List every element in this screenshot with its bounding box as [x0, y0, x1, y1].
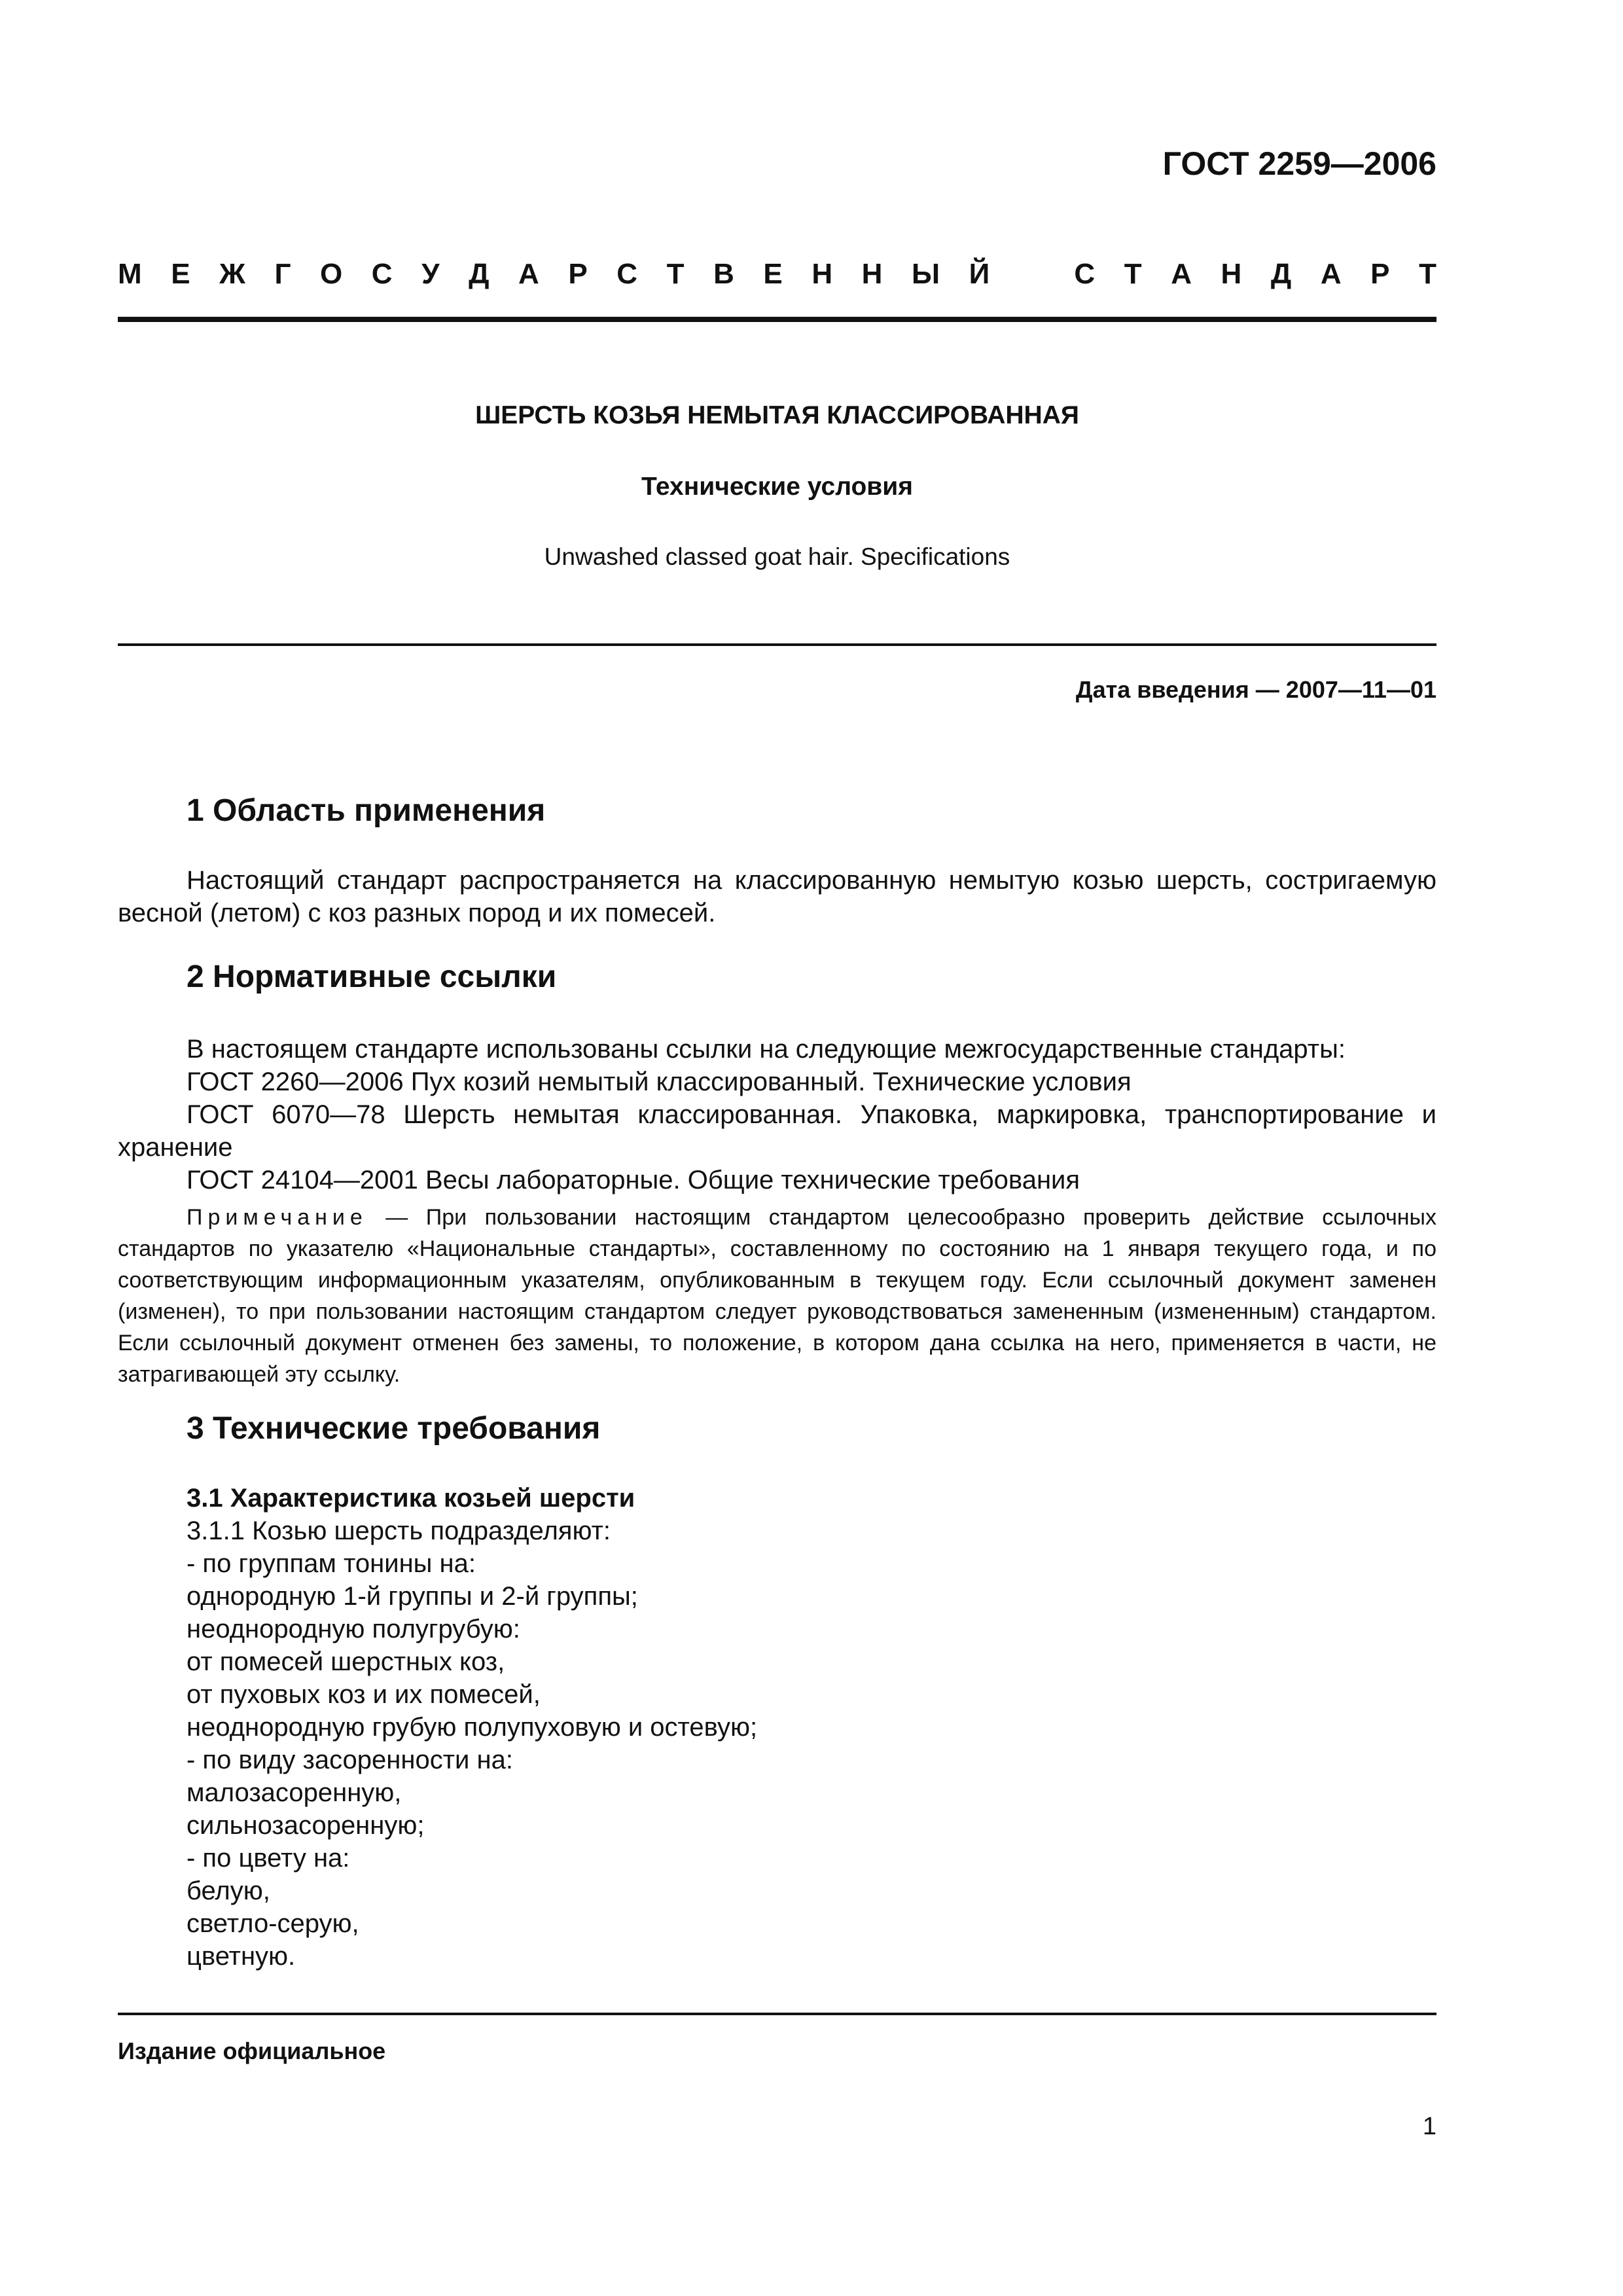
banner-letter: Т [666, 258, 685, 290]
banner-letter: Н [812, 258, 833, 290]
standard-banner [118, 258, 1436, 291]
banner-letter: Ы [912, 258, 940, 290]
banner-letter: С [371, 258, 393, 290]
banner-letter: Н [861, 258, 883, 290]
banner-letter: А [1171, 258, 1192, 290]
footer-rule [118, 2013, 1436, 2015]
banner-letter: Е [763, 258, 783, 290]
subsection-3-1-heading: 3.1 Характеристика козьей шерсти [187, 1484, 635, 1513]
banner-letter: Т [1419, 258, 1436, 290]
references-note [118, 1202, 1436, 1390]
note-text: — При пользовании настоящим стандартом целесообразно проверить действие ссылочных стандартов по указателю «Национальные стандарты», составленному по состоянию на 1 января текущего года, и по соответствующим информационным указателям, опубликованным в текущем году. Если ссылочный документ заменен (изменен), то при пользовании настоящим стандартом следует руководствоваться замененным (измененным) стандартом. Если ссылочный документ отменен без замены, то положение, в котором дана ссылка на него, применяется в части, не затрагивающей эту ссылку. [118, 1205, 1436, 1387]
banner-letter: С [616, 258, 638, 290]
english-title: Unwashed classed goat hair. Specifications [544, 543, 1010, 570]
banner-letter: Р [568, 258, 588, 290]
list-item: белую, [187, 1876, 270, 1905]
introduction-date: Дата введения — 2007—11—01 [1075, 676, 1436, 703]
banner-letter: У [421, 258, 440, 290]
official-edition-label: Издание официальное [118, 2037, 386, 2064]
page-number: 1 [1422, 2113, 1436, 2140]
banner-letter: С [1074, 258, 1096, 290]
banner-letter: Ж [219, 258, 245, 290]
reference-item-long [118, 1098, 1436, 1164]
banner-letter: В [713, 258, 734, 290]
document-title: ШЕРСТЬ КОЗЬЯ НЕМЫТАЯ КЛАССИРОВАННАЯ [475, 401, 1079, 429]
banner-letter: Е [171, 258, 190, 290]
banner-gap [1019, 258, 1045, 291]
banner-letter: О [320, 258, 343, 290]
reference-text: ГОСТ 6070—78 Шерсть немытая классированная. Упаковка, маркировка, транспортирование и хранение [118, 1100, 1436, 1162]
banner-letter: Д [1270, 258, 1292, 290]
title-rule [118, 643, 1436, 646]
list-item: - по цвету на: [187, 1844, 350, 1873]
banner-letter: Г [274, 258, 291, 290]
section-1-paragraph: Настоящий стандарт распространяется на классированную немытую козью шерсть, состригаемую весной (летом) с коз разных пород и их помесей. [118, 866, 1436, 927]
list-item: неоднородную полугрубую: [187, 1615, 520, 1643]
list-item: однородную 1-й группы и 2-й группы; [187, 1582, 638, 1611]
note-label: Примечание [187, 1205, 368, 1230]
references-intro: В настоящем стандарте использованы ссылки на следующие межгосударственные стандарты: [187, 1035, 1346, 1064]
list-item: светло-серую, [187, 1909, 359, 1938]
reference-item: ГОСТ 2260—2006 Пух козий немытый классированный. Технические условия [187, 1067, 1132, 1096]
banner-letter: А [1320, 258, 1342, 290]
banner-letter: А [518, 258, 539, 290]
section-3-heading: 3 Технические требования [187, 1411, 601, 1446]
banner-letter: Т [1124, 258, 1142, 290]
banner-letter: Р [1370, 258, 1390, 290]
banner-letter: Д [469, 258, 490, 290]
document-code: ГОСТ 2259—2006 [1162, 145, 1436, 182]
list-item: сильнозасоренную; [187, 1811, 425, 1840]
list-item: цветную. [187, 1942, 296, 1971]
banner-letter: Н [1221, 258, 1242, 290]
list-item: от помесей шерстных коз, [187, 1647, 505, 1676]
section-2-heading: 2 Нормативные ссылки [187, 960, 557, 994]
classification-list [187, 1515, 1234, 1973]
banner-letter: М [118, 258, 142, 290]
document-subtitle: Технические условия [641, 473, 913, 501]
list-item: малозасоренную, [187, 1778, 402, 1807]
section-1-text [118, 864, 1436, 929]
list-item: неоднородную грубую полупуховую и остевую; [187, 1713, 758, 1742]
section-1-heading: 1 Область применения [187, 793, 546, 828]
list-item: - по виду засоренности на: [187, 1746, 513, 1774]
reference-item: ГОСТ 24104—2001 Весы лабораторные. Общие технические требования [187, 1166, 1080, 1194]
banner-letter: Й [969, 258, 990, 290]
list-item: от пуховых коз и их помесей, [187, 1680, 541, 1709]
header-rule [118, 317, 1436, 322]
list-item: - по группам тонины на: [187, 1549, 476, 1578]
list-item: 3.1.1 Козью шерсть подразделяют: [187, 1516, 611, 1545]
